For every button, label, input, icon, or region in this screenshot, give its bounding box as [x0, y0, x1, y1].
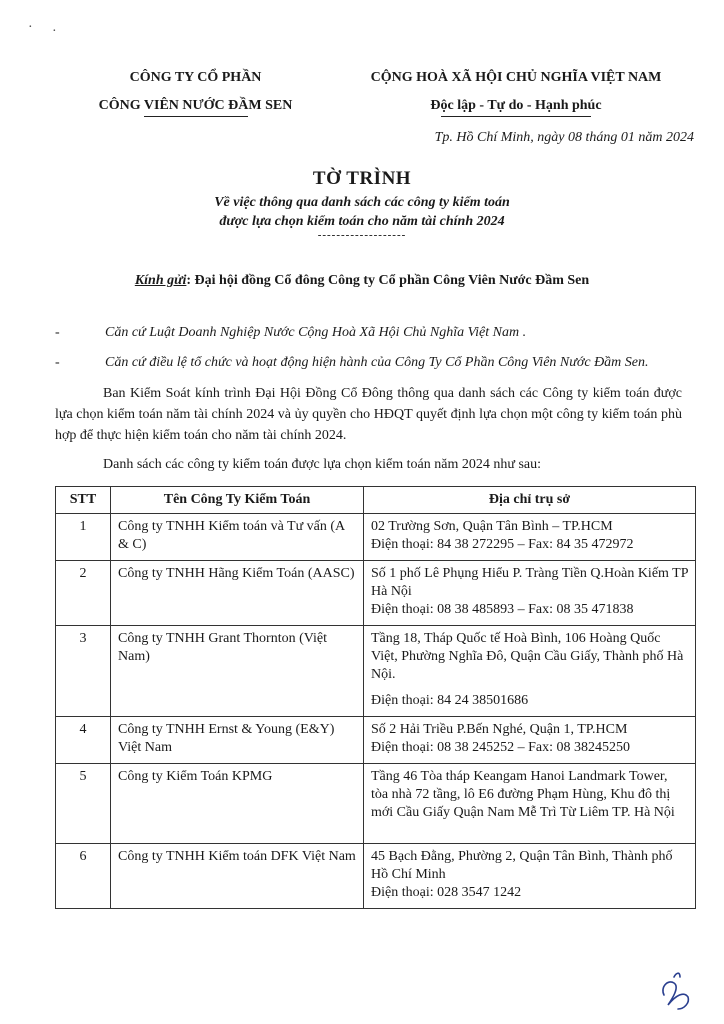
cell-company-name: Công ty TNHH Ernst & Young (E&Y) Việt Nam [111, 717, 364, 764]
address-text: Số 2 Hải Triều P.Bến Nghé, Quận 1, TP.HCM [371, 722, 628, 737]
table-row [56, 561, 696, 626]
title-separator: ------------------- [317, 229, 407, 241]
cell-company-name: Công ty TNHH Kiểm toán DFK Việt Nam [111, 844, 364, 909]
address-text: Tầng 46 Tòa tháp Keangam Hanoi Landmark Tower, tòa nhà 72 tầng, lô E6 đường Phạm Hùng, Khu đô thị mới Cầu Giấy Quận Nam Mễ Trì Từ Liêm TP. Hà Nội [371, 769, 675, 820]
company-name: CÔNG VIÊN NƯỚC ĐẦM SEN [98, 98, 293, 113]
table-row [56, 764, 696, 844]
cell-address [364, 626, 696, 717]
subject-line: được lựa chọn kiểm toán cho năm tài chính 2024 [219, 214, 505, 229]
table-row [56, 717, 696, 764]
document-title: TỜ TRÌNH [312, 168, 412, 189]
address-text: 02 Trường Sơn, Quận Tân Bình – TP.HCM [371, 519, 613, 534]
cell-address [364, 561, 696, 626]
company-type: CÔNG TY CỔ PHẦN [129, 70, 262, 85]
national-motto: Độc lập - Tự do - Hạnh phúc [430, 98, 602, 113]
cell-address [364, 717, 696, 764]
company-header [68, 64, 323, 117]
addressee-text: : Đại hội đồng Cổ đông Công ty Cổ phần Công Viên Nước Đầm Sen [186, 273, 590, 288]
cell-address [364, 514, 696, 561]
nation-name: CỘNG HOÀ XÃ HỘI CHỦ NGHĨA VIỆT NAM [370, 70, 662, 85]
phone-text: Điện thoại: 84 24 38501686 [371, 693, 529, 708]
national-header [348, 64, 684, 117]
subject-line: Về việc thông qua danh sách các công ty kiểm toán [214, 195, 510, 210]
table-row [56, 514, 696, 561]
address-text: Tầng 18, Tháp Quốc tế Hoà Bình, 106 Hoàng Quốc Việt, Phường Nghĩa Đô, Quận Cầu Giấy, Thành phố Hà Nội. [371, 631, 684, 682]
bullet-dash: - [55, 355, 60, 370]
phone-text: Điện thoại: 84 38 272295 – Fax: 84 35 472972 [371, 537, 634, 552]
table-row [56, 626, 696, 717]
dateline: Tp. Hồ Chí Minh, ngày 08 tháng 01 năm 2024 [434, 130, 694, 145]
cell-stt: 5 [56, 764, 111, 844]
initials-signature [650, 965, 700, 1015]
addressee [0, 273, 724, 289]
legal-bases-list [55, 325, 695, 385]
phone-text: Điện thoại: 028 3547 1242 [371, 885, 522, 900]
column-header-name: Tên Công Ty Kiểm Toán [111, 487, 364, 514]
column-header-stt: STT [56, 487, 111, 514]
bullet-dash: - [55, 325, 60, 340]
addressee-label: Kính gửi [134, 273, 187, 288]
cell-company-name: Công ty TNHH Kiểm toán và Tư vấn (A & C) [111, 514, 364, 561]
list-item [55, 355, 695, 385]
document-subject [0, 193, 724, 231]
cell-stt: 4 [56, 717, 111, 764]
table-row [56, 844, 696, 909]
address-text: Số 1 phố Lê Phụng Hiểu P. Tràng Tiền Q.Hoàn Kiếm TP Hà Nội [371, 566, 688, 599]
cell-stt: 1 [56, 514, 111, 561]
cell-address [364, 764, 696, 844]
list-item [55, 325, 695, 355]
table-header-row [56, 487, 696, 514]
cell-company-name: Công ty TNHH Grant Thornton (Việt Nam) [111, 626, 364, 717]
address-text: 45 Bạch Đằng, Phường 2, Quận Tân Bình, Thành phố Hồ Chí Minh [371, 849, 673, 882]
cell-stt: 2 [56, 561, 111, 626]
column-header-address: Địa chỉ trụ sở [364, 487, 696, 514]
cell-company-name: Công ty Kiểm Toán KPMG [111, 764, 364, 844]
cell-address [364, 844, 696, 909]
cell-stt: 3 [56, 626, 111, 717]
list-intro: Danh sách các công ty kiểm toán được lựa chọn kiểm toán năm 2024 như sau: [103, 457, 541, 472]
auditor-table [55, 486, 696, 909]
cell-company-name: Công ty TNHH Hãng Kiểm Toán (AASC) [111, 561, 364, 626]
legal-basis-text: Căn cứ điều lệ tổ chức và hoạt động hiện hành của Công Ty Cổ Phần Công Viên Nước Đầm Sen. [105, 355, 649, 370]
body-paragraph: Ban Kiểm Soát kính trình Đại Hội Đồng Cổ Đông thông qua danh sách các Công ty kiểm toán được lựa chọn kiểm toán năm tài chính 2024 và ủy quyền cho HĐQT quyết định lựa chọn một công ty kiểm toán phù hợp để thực hiện kiểm toán cho năm tài chính 2024. [55, 386, 682, 443]
phone-text: Điện thoại: 08 38 245252 – Fax: 08 38245250 [371, 740, 630, 755]
cell-stt: 6 [56, 844, 111, 909]
phone-text: Điện thoại: 08 38 485893 – Fax: 08 35 471838 [371, 602, 634, 617]
scan-speck: · [52, 24, 57, 39]
scan-speck: · [28, 20, 33, 35]
legal-basis-text: Căn cứ Luật Doanh Nghiệp Nước Cộng Hoà Xã Hội Chủ Nghĩa Việt Nam . [105, 325, 527, 340]
